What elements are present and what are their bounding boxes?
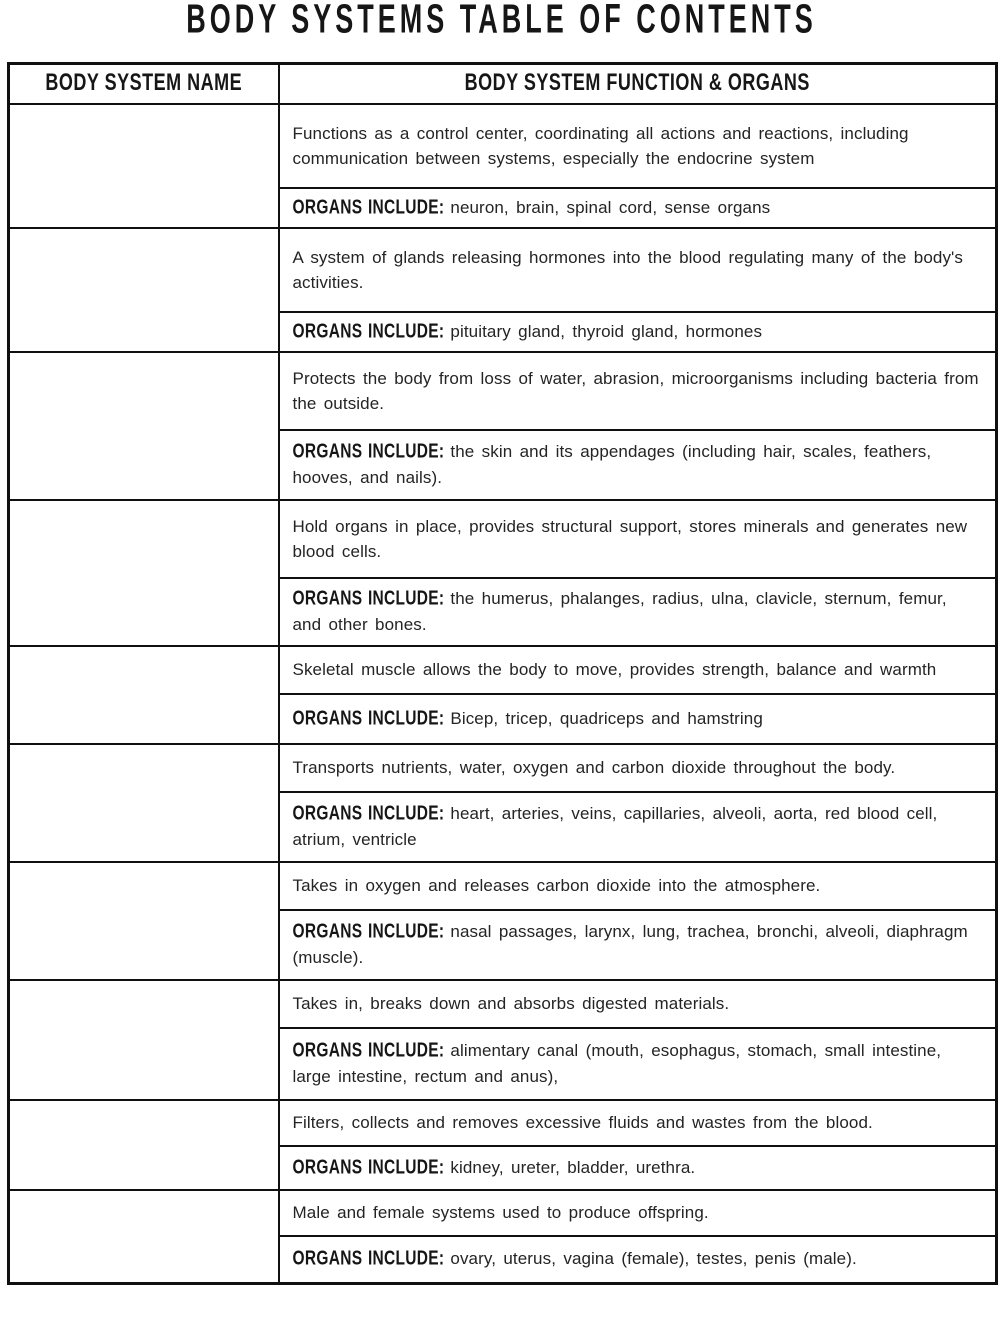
organs-list: Bicep, tricep, quadriceps and hamstring [450,708,763,728]
function-cell: Takes in oxygen and releases carbon dioxide into the atmosphere. [279,862,997,910]
body-system-name-cell[interactable] [9,352,279,500]
organs-include-label: ORGANS INCLUDE: [292,440,445,463]
table-row [9,980,997,1028]
header-body-system-name [9,64,279,104]
organs-list: nasal passages, larynx, lung, trachea, bronchi, alveoli, diaphragm (muscle). [292,922,968,967]
body-system-name-cell[interactable] [9,744,279,862]
organs-include-label: ORGANS INCLUDE: [292,1039,445,1062]
organs-cell [279,1146,997,1190]
organs-list: neuron, brain, spinal cord, sense organs [450,197,771,217]
organs-include-label: ORGANS INCLUDE: [292,320,445,343]
body-system-name-cell[interactable] [9,862,279,980]
function-cell: Transports nutrients, water, oxygen and carbon dioxide throughout the body. [279,744,997,792]
body-system-name-cell[interactable] [9,1100,279,1190]
table-row [9,228,997,312]
title-area [0,0,1003,60]
function-cell: Skeletal muscle allows the body to move, provides strength, balance and warmth [279,646,997,694]
organs-include-label: ORGANS INCLUDE: [292,587,445,610]
organs-cell [279,312,997,352]
body-system-name-cell[interactable] [9,104,279,228]
table-row [9,1100,997,1146]
organs-include-label: ORGANS INCLUDE: [292,196,445,219]
table-row [9,862,997,910]
organs-list: the skin and its appendages (including hair, scales, feathers, hooves, and nails). [292,442,932,487]
function-cell: Functions as a control center, coordinating all actions and reactions, including communication between systems, especially the endocrine system [279,104,997,188]
header-function-organs [279,64,997,104]
table-row [9,646,997,694]
organs-cell [279,792,997,862]
table-row [9,104,997,188]
organs-cell [279,578,997,646]
organs-list: the humerus, phalanges, radius, ulna, clavicle, sternum, femur, and other bones. [292,589,947,634]
table-header-row [9,64,997,104]
organs-include-label: ORGANS INCLUDE: [292,802,445,825]
organs-list: kidney, ureter, bladder, urethra. [450,1157,696,1177]
organs-cell [279,188,997,228]
table-row [9,500,997,578]
function-cell: Takes in, breaks down and absorbs digested materials. [279,980,997,1028]
body-system-name-cell[interactable] [9,228,279,352]
organs-include-label: ORGANS INCLUDE: [292,1247,445,1270]
organs-list: ovary, uterus, vagina (female), testes, penis (male). [450,1249,857,1269]
organs-list: heart, arteries, veins, capillaries, alveoli, aorta, red blood cell, atrium, ventricle [292,804,938,849]
body-system-name-cell[interactable] [9,1190,279,1284]
table-row [9,352,997,430]
function-cell: Male and female systems used to produce offspring. [279,1190,997,1236]
body-systems-table [7,62,998,1285]
organs-cell [279,1028,997,1100]
table-row [9,744,997,792]
organs-cell [279,1236,997,1284]
function-cell: Hold organs in place, provides structural support, stores minerals and generates new blood cells. [279,500,997,578]
body-system-name-cell[interactable] [9,980,279,1100]
header-body-system-name-label: BODY SYSTEM NAME [45,68,243,96]
organs-cell [279,430,997,500]
body-system-name-cell[interactable] [9,500,279,646]
organs-include-label: ORGANS INCLUDE: [292,1156,445,1179]
organs-include-label: ORGANS INCLUDE: [292,707,445,730]
function-cell: Filters, collects and removes excessive fluids and wastes from the blood. [279,1100,997,1146]
page-title: BODY SYSTEMS TABLE OF CONTENTS [186,0,817,42]
organs-list: alimentary canal (mouth, esophagus, stomach, small intestine, large intestine, rectum and anus), [292,1041,942,1086]
header-function-organs-label: BODY SYSTEM FUNCTION & ORGANS [464,68,810,96]
function-cell: Protects the body from loss of water, abrasion, microorganisms including bacteria from the outside. [279,352,997,430]
function-cell: A system of glands releasing hormones into the blood regulating many of the body's activities. [279,228,997,312]
organs-cell [279,910,997,980]
organs-list: pituitary gland, thyroid gland, hormones [450,321,763,341]
table-row [9,1190,997,1236]
organs-cell [279,694,997,744]
organs-include-label: ORGANS INCLUDE: [292,920,445,943]
body-system-name-cell[interactable] [9,646,279,744]
